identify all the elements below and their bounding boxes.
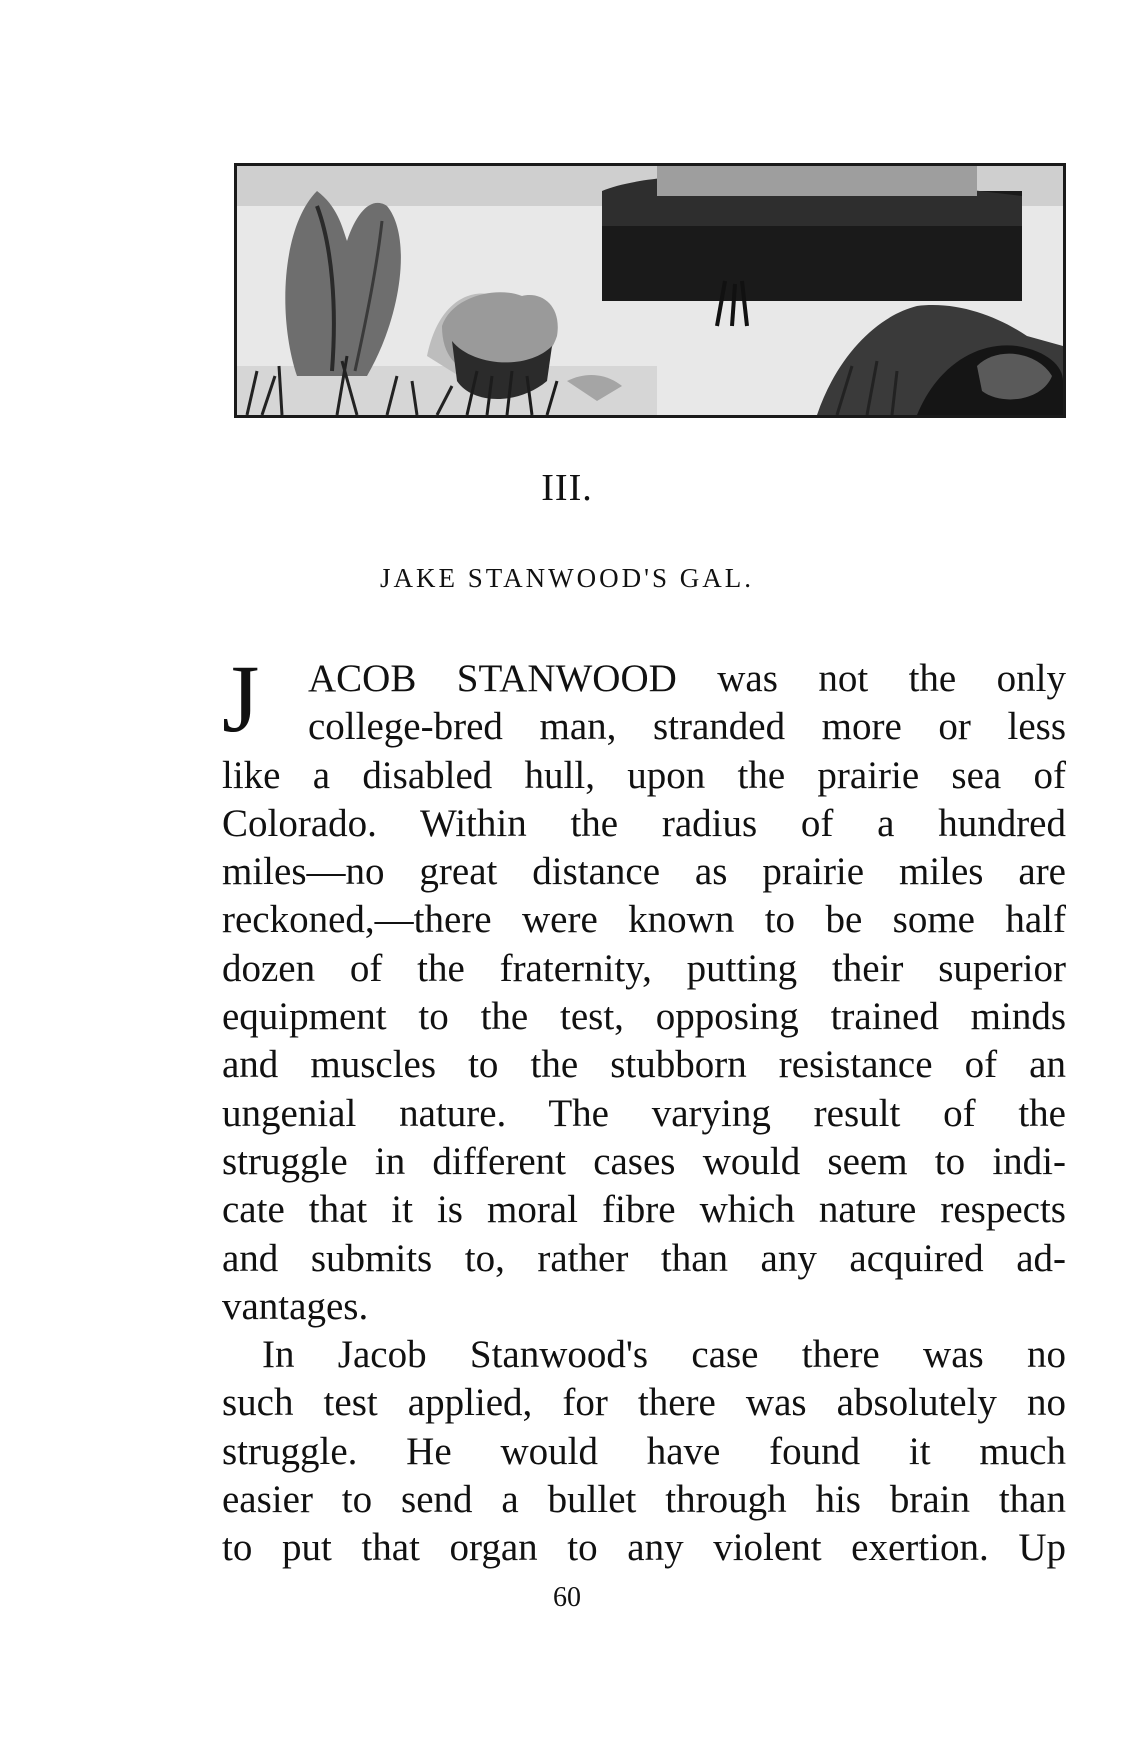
- drop-cap-letter: J: [222, 645, 260, 752]
- text-line: such test applied, for there was absolutely no: [222, 1381, 1066, 1425]
- text-line: college-bred man, stranded more or less: [308, 705, 1066, 749]
- text-line: miles—no great distance as prairie miles are: [222, 850, 1066, 894]
- page-number: 60: [553, 1582, 581, 1613]
- text-line: struggle in different cases would seem to indi-: [222, 1139, 1066, 1183]
- text-line: like a disabled hull, upon the prairie sea of: [222, 753, 1066, 797]
- chapter-body-text: [222, 645, 1066, 1573]
- text-line: cate that it is moral fibre which nature respects: [222, 1188, 1066, 1232]
- text-line: and submits to, rather than any acquired ad-: [222, 1236, 1066, 1280]
- text-line: vantages.: [222, 1284, 369, 1328]
- text-line: reckoned,—there were known to be some half: [222, 898, 1066, 942]
- chapter-headpiece-illustration: [234, 163, 1066, 418]
- chapter-title: JAKE STANWOOD'S GAL.: [380, 563, 754, 593]
- crocus-flowers-headpiece-icon: [237, 166, 1063, 415]
- text-line: to put that organ to any violent exertion. Up: [222, 1526, 1066, 1570]
- text-line: and muscles to the stubborn resistance of an: [222, 1043, 1066, 1087]
- text-line: equipment to the test, opposing trained minds: [222, 995, 1066, 1039]
- chapter-number: III.: [541, 467, 593, 509]
- text-line: ACOB STANWOOD was not the only: [308, 657, 1066, 700]
- text-line: In Jacob Stanwood's case there was no: [262, 1333, 1066, 1377]
- text-line: easier to send a bullet through his brain than: [222, 1478, 1066, 1522]
- text-line: dozen of the fraternity, putting their superior: [222, 946, 1066, 990]
- text-line: Colorado. Within the radius of a hundred: [222, 801, 1066, 845]
- text-line: ungenial nature. The varying result of the: [222, 1091, 1066, 1135]
- text-line: struggle. He would have found it much: [222, 1429, 1066, 1473]
